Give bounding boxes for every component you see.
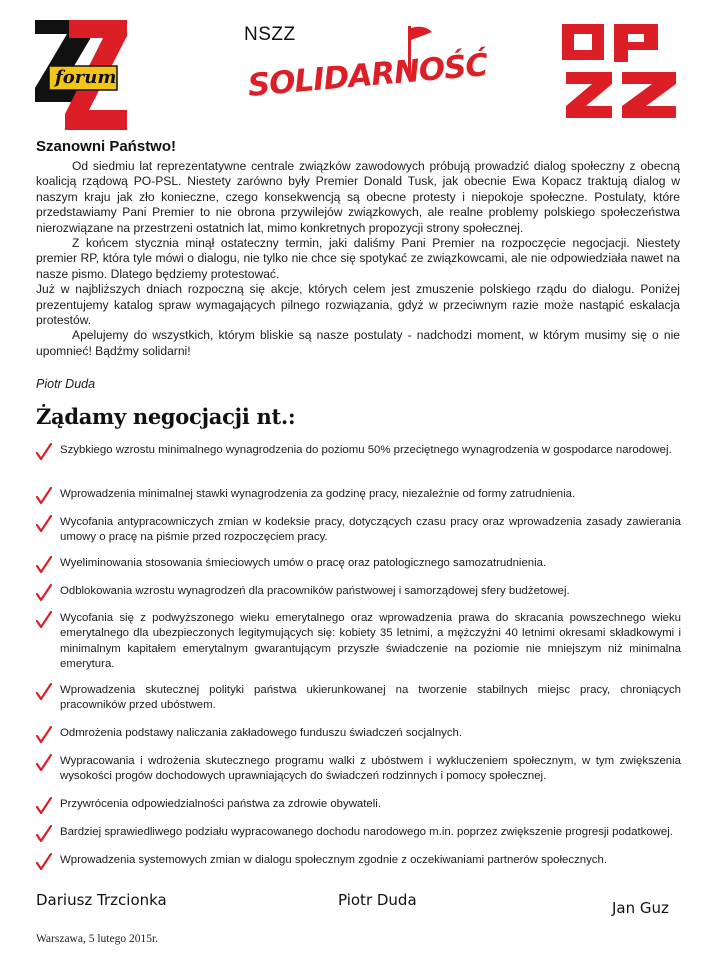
checkmark-icon <box>36 797 52 815</box>
solidarnosc-prefix: NSZZ <box>244 24 296 45</box>
demand-text: Wypracowania i wdrożenia skutecznego programu walki z ubóstwem i wykluczeniem społecznym, w tym zwiększenia wysokości progów dochodowych uprawniających do świadczeń rodzinnych i pomocy społecznej. <box>60 755 681 783</box>
demand-item <box>36 825 681 840</box>
demands-title: Żądamy negocjacji nt.: <box>36 404 296 429</box>
demand-item <box>36 556 681 571</box>
letter-paragraph: Od siedmiu lat reprezentatywne centrale związków zawodowych próbują prowadzić dialog społeczny z obecną koalicją rządową PO-PSL. Niestety zarówno były Premier Donald Tusk, jak obecnie Ewa Kopacz traktują dialog w naszym kraju jak zło konieczne, czego konsekwencją są obecne protesty i niepokoje społeczne. Postulaty, które przedstawiamy Pani Premier to nie obrona przywilejów związkowych, ale realne problemy polskiego społeczeństwa nierozwiązane na przestrzeni ostatnich lat, mimo konkretnych propozycji strony społecznej. <box>36 159 680 235</box>
checkmark-icon <box>36 443 52 461</box>
demand-item <box>36 443 681 458</box>
demand-item <box>36 754 681 785</box>
letter-signoff: Piotr Duda <box>36 377 96 391</box>
signature-right: Jan Guz <box>612 899 669 917</box>
document-date: Warszawa, 5 lutego 2015r. <box>36 933 159 945</box>
demand-item <box>36 611 681 673</box>
demand-text: Przywrócenia odpowiedzialności państwa za zdrowie obywateli. <box>60 798 381 810</box>
checkmark-icon <box>36 556 52 574</box>
letter-paragraph: Apelujemy do wszystkich, którym bliskie są nasze postulaty - nadchodzi moment, w którym musimy się o nie upomnieć! Bądźmy solidarni! <box>36 328 680 358</box>
solidarnosc-wordmark: SOLIDARNOŚĆ <box>246 47 489 104</box>
forum-logo-text: forum <box>55 67 117 88</box>
demand-text: Wprowadzenia minimalnej stawki wynagrodzenia za godzinę pracy, niezależnie od formy zatrudnienia. <box>60 488 576 500</box>
demand-item <box>36 487 681 502</box>
checkmark-icon <box>36 487 52 505</box>
signature-center: Piotr Duda <box>338 891 417 909</box>
letter-paragraph: Już w najbliższych dniach rozpoczną się akcje, których celem jest zmuszenie polskiego rządu do dialogu. Poniżej prezentujemy katalog spraw wymagających pilnego rozwiązania, gdyż w przeciwnym razie może nastąpić eskalacja protestów. <box>36 282 680 328</box>
checkmark-icon <box>36 726 52 744</box>
demand-item <box>36 515 681 546</box>
demand-text: Szybkiego wzrostu minimalnego wynagrodzenia do poziomu 50% przeciętnego wynagrodzenia w gospodarce narodowej. <box>60 444 672 456</box>
opzz-logo <box>560 22 680 120</box>
checkmark-icon <box>36 853 52 871</box>
checkmark-icon <box>36 825 52 843</box>
demand-text: Wyeliminowania stosowania śmieciowych umów o pracę oraz patologicznego samozatrudnienia. <box>60 557 547 569</box>
demand-text: Wycofania antypracowniczych zmian w kodeksie pracy, dotyczących czasu pracy oraz wprowadzenia zasady zawierania umowy o pracę na piśmie przed rozpoczęciem pracy. <box>60 516 681 544</box>
forum-zwiazkow-logo <box>35 20 127 130</box>
demand-text: Wycofania się z podwyższonego wieku emerytalnego oraz wprowadzenia prawa do skracania powszechnego wieku emerytalnego dla ubezpieczonych legitymujących się: kobiety 35 letnimi, a mężczyźni 40 letnimi okresami składkowymi i minimalnym kapitałem emerytalnym gwarantującym przyszłe świadczenie na poziomie nie mniejszym niż minimalna emerytura. <box>60 612 681 671</box>
demand-text: Wprowadzenia systemowych zmian w dialogu społecznym zgodnie z oczekiwaniami partnerów społecznych. <box>60 854 607 866</box>
greeting: Szanowni Państwo! <box>36 138 177 155</box>
checkmark-icon <box>36 611 52 629</box>
demand-item <box>36 584 681 599</box>
signature-left: Dariusz Trzcionka <box>36 891 167 909</box>
demand-item <box>36 726 681 741</box>
demand-text: Odblokowania wzrostu wynagrodzeń dla pracowników państwowej i samorządowej sfery budżetowej. <box>60 585 570 597</box>
demand-item <box>36 853 681 868</box>
checkmark-icon <box>36 515 52 533</box>
checkmark-icon <box>36 754 52 772</box>
letter-paragraph: Z końcem stycznia minął ostateczny termin, jaki daliśmy Pani Premier na rozpoczęcie negocjacji. Niestety premier RP, która tyle mówi o dialogu, nie tylko nie chce się spotykać ze związkowcami, ale nie odpowiedziała nawet na nasze pismo. Dlatego będziemy protestować. <box>36 236 680 281</box>
checkmark-icon <box>36 584 52 602</box>
demand-item <box>36 683 681 714</box>
checkmark-icon <box>36 683 52 701</box>
demand-text: Wprowadzenia skutecznej polityki państwa ukierunkowanej na tworzenie stabilnych miejsc pracy, chroniących pracowników przed ubóstwem. <box>60 684 681 712</box>
demand-text: Bardziej sprawiedliwego podziału wypracowanego dochodu narodowego m.in. poprzez zwiększenie progresji podatkowej. <box>60 826 673 838</box>
demand-text: Odmrożenia podstawy naliczania zakładowego funduszu świadczeń socjalnych. <box>60 727 463 739</box>
demand-item <box>36 797 681 812</box>
letter-body <box>36 159 680 359</box>
solidarnosc-logo <box>244 24 489 122</box>
